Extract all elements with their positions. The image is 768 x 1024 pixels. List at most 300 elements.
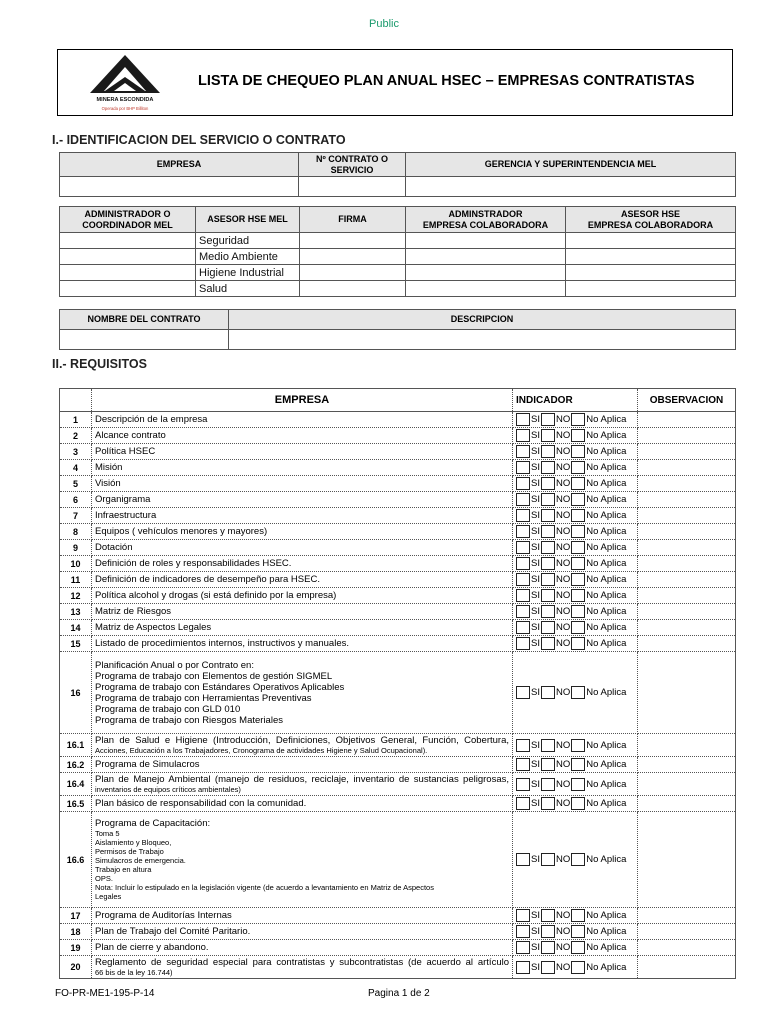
requirement-description: [92, 908, 513, 924]
no-label: NO: [555, 462, 571, 473]
requirement-text: Plan de Trabajo del Comité Paritario.: [95, 926, 251, 937]
requirement-number: 20: [60, 956, 92, 979]
observation-field[interactable]: [638, 508, 736, 524]
indicator-options: [513, 734, 638, 757]
na-checkbox[interactable]: [571, 461, 585, 474]
requirement-text: Organigrama: [95, 494, 151, 505]
no-checkbox[interactable]: [541, 589, 555, 602]
empresa-header: EMPRESA: [60, 153, 299, 177]
no-label: NO: [555, 494, 571, 505]
contrato-field[interactable]: [299, 177, 406, 197]
na-label: No Aplica: [586, 798, 627, 809]
requirement-row: [60, 636, 736, 652]
na-checkbox[interactable]: [571, 477, 585, 490]
si-checkbox[interactable]: [516, 429, 530, 442]
requirement-number: 10: [60, 556, 92, 572]
requirement-description: [92, 796, 513, 812]
requirement-description: [92, 924, 513, 940]
si-label: SI: [531, 590, 540, 601]
admin-field[interactable]: [60, 233, 196, 249]
requirement-description: [92, 556, 513, 572]
observation-field[interactable]: [638, 604, 736, 620]
requirement-row: [60, 812, 736, 908]
na-checkbox[interactable]: [571, 493, 585, 506]
na-label: No Aplica: [586, 687, 627, 698]
minera-escondida-logo: [84, 53, 166, 115]
requirement-text: Matriz de Aspectos Legales: [95, 622, 212, 633]
requirement-text: Política HSEC: [95, 446, 156, 457]
requirement-subitem: Permisos de Trabajo: [95, 847, 164, 856]
requirement-number: 18: [60, 924, 92, 940]
requirement-subitem: Trabajo en altura: [95, 865, 152, 874]
firma-field[interactable]: [300, 233, 406, 249]
si-label: SI: [531, 638, 540, 649]
requirement-subitem: Simulacros de emergencia.: [95, 856, 186, 865]
requirement-description: [92, 652, 513, 734]
no-label: NO: [555, 510, 571, 521]
requirement-text: Misión: [95, 462, 123, 473]
no-label: NO: [555, 926, 571, 937]
si-checkbox[interactable]: [516, 541, 530, 554]
observation-field[interactable]: [638, 636, 736, 652]
requirement-description: [92, 588, 513, 604]
si-label: SI: [531, 910, 540, 921]
requirement-row: [60, 588, 736, 604]
na-checkbox[interactable]: [571, 961, 585, 974]
description-field[interactable]: [229, 330, 736, 350]
no-checkbox[interactable]: [541, 461, 555, 474]
requirement-text: Plan básico de responsabilidad con la comunidad.: [95, 798, 307, 809]
section-1-title: I.- IDENTIFICACION DEL SERVICIO O CONTRATO: [52, 133, 346, 147]
contrato-header: Nº CONTRATO O SERVICIO: [299, 153, 406, 177]
na-checkbox[interactable]: [571, 573, 585, 586]
requirement-description: [92, 757, 513, 773]
requirement-row: [60, 556, 736, 572]
no-checkbox[interactable]: [541, 493, 555, 506]
si-checkbox[interactable]: [516, 589, 530, 602]
observation-field[interactable]: [638, 556, 736, 572]
form-code: FO-PR-ME1-195-P-14: [55, 988, 155, 999]
requirement-line: Programa de trabajo con Herramientas Preventivas: [95, 692, 312, 704]
area-label: Medio Ambiente: [196, 249, 300, 265]
admin-field[interactable]: [60, 265, 196, 281]
na-label: No Aplica: [586, 910, 627, 921]
gerencia-field[interactable]: [406, 177, 736, 197]
indicator-options: [513, 508, 638, 524]
na-checkbox[interactable]: [571, 797, 585, 810]
requirement-text: Programa de Capacitación:: [95, 818, 211, 829]
asesor-empresa-field[interactable]: [566, 265, 736, 281]
na-label: No Aplica: [586, 942, 627, 953]
firma-field[interactable]: [300, 249, 406, 265]
no-checkbox[interactable]: [541, 541, 555, 554]
si-checkbox[interactable]: [516, 637, 530, 650]
requirement-description: [92, 412, 513, 428]
si-checkbox[interactable]: [516, 909, 530, 922]
requirement-number: 19: [60, 940, 92, 956]
na-label: No Aplica: [586, 446, 627, 457]
requirement-text: Definición de indicadores de desempeño para HSEC.: [95, 574, 320, 585]
requirement-number: 11: [60, 572, 92, 588]
requirement-text: Visión: [95, 478, 121, 489]
no-checkbox[interactable]: [541, 557, 555, 570]
administrators-table: [59, 206, 736, 297]
si-checkbox[interactable]: [516, 621, 530, 634]
na-checkbox[interactable]: [571, 429, 585, 442]
no-checkbox[interactable]: [541, 853, 555, 866]
si-label: SI: [531, 854, 540, 865]
no-checkbox[interactable]: [541, 413, 555, 426]
contract-name-header: NOMBRE DEL CONTRATO: [60, 310, 229, 330]
observation-field[interactable]: [638, 588, 736, 604]
indicator-options: [513, 556, 638, 572]
requirement-number: 2: [60, 428, 92, 444]
si-label: SI: [531, 414, 540, 425]
no-label: NO: [555, 942, 571, 953]
na-label: No Aplica: [586, 606, 627, 617]
no-checkbox[interactable]: [541, 637, 555, 650]
requirement-row: [60, 540, 736, 556]
no-checkbox[interactable]: [541, 778, 555, 791]
admin-empresa-field[interactable]: [406, 281, 566, 297]
requirement-text: Programa de Simulacros: [95, 759, 200, 770]
no-checkbox[interactable]: [541, 961, 555, 974]
observation-field[interactable]: [638, 796, 736, 812]
observation-field[interactable]: [638, 460, 736, 476]
requirement-text: Descripción de la empresa: [95, 414, 208, 425]
requirement-subitem: Toma 5: [95, 829, 120, 838]
observation-field[interactable]: [638, 652, 736, 734]
requirement-number: 16: [60, 652, 92, 734]
no-checkbox[interactable]: [541, 739, 555, 752]
si-label: SI: [531, 778, 540, 790]
logo-company-name: MINERA ESCONDIDA: [96, 97, 154, 103]
na-checkbox[interactable]: [571, 557, 585, 570]
na-checkbox[interactable]: [571, 909, 585, 922]
requirement-description: [92, 620, 513, 636]
requirement-number: 16.6: [60, 812, 92, 908]
firma-header: FIRMA: [300, 207, 406, 233]
no-label: NO: [555, 638, 571, 649]
na-checkbox[interactable]: [571, 445, 585, 458]
observation-field[interactable]: [638, 812, 736, 908]
requirement-description: [92, 460, 513, 476]
na-checkbox[interactable]: [571, 413, 585, 426]
firma-field[interactable]: [300, 281, 406, 297]
indicator-options: [513, 940, 638, 956]
requirement-subitem: Legales: [95, 892, 122, 901]
si-label: SI: [531, 942, 540, 953]
na-checkbox[interactable]: [571, 941, 585, 954]
requirement-description: [92, 636, 513, 652]
requirement-line: Programa de trabajo con Riesgos Materiales: [95, 714, 283, 726]
asesor-empresa-field[interactable]: [566, 233, 736, 249]
si-checkbox[interactable]: [516, 778, 530, 791]
si-checkbox[interactable]: [516, 413, 530, 426]
requirement-text: Política alcohol y drogas (si está definido por la empresa): [95, 590, 337, 601]
indicator-options: [513, 956, 638, 979]
indicator-options: [513, 773, 638, 796]
si-label: SI: [531, 798, 540, 809]
requirement-row: [60, 796, 736, 812]
requirement-number: 6: [60, 492, 92, 508]
indicator-options: [513, 796, 638, 812]
no-checkbox[interactable]: [541, 605, 555, 618]
si-label: SI: [531, 462, 540, 473]
si-checkbox[interactable]: [516, 477, 530, 490]
page-number: Pagina 1 de 2: [368, 988, 430, 999]
requirement-row: [60, 908, 736, 924]
na-label: No Aplica: [586, 414, 627, 425]
si-checkbox[interactable]: [516, 758, 530, 771]
requirement-description: [92, 508, 513, 524]
observation-field[interactable]: [638, 572, 736, 588]
requirement-number: 5: [60, 476, 92, 492]
observation-field[interactable]: [638, 412, 736, 428]
na-label: No Aplica: [586, 462, 627, 473]
requirement-description: [92, 940, 513, 956]
observation-field[interactable]: [638, 620, 736, 636]
requirement-row: [60, 412, 736, 428]
observation-field[interactable]: [638, 540, 736, 556]
si-label: SI: [531, 739, 540, 751]
no-label: NO: [555, 961, 571, 973]
requirement-text: Plan de Salud e Higiene (Introducción, Definiciones, Objetivos General, Función, Cobertura,: [95, 735, 509, 746]
requirement-text: Plan de cierre y abandono.: [95, 942, 209, 953]
requirement-number: 16.2: [60, 757, 92, 773]
requirement-number: 12: [60, 588, 92, 604]
admin-empresa-field[interactable]: [406, 265, 566, 281]
asesor-header: ASESOR HSE MEL: [196, 207, 300, 233]
indicator-options: [513, 757, 638, 773]
requirement-subitem: Aislamiento y Bloqueo,: [95, 838, 172, 847]
indicator-options: [513, 636, 638, 652]
no-checkbox[interactable]: [541, 909, 555, 922]
indicator-options: [513, 428, 638, 444]
requirement-row: [60, 508, 736, 524]
admin-empresa-field[interactable]: [406, 233, 566, 249]
requirement-number: 13: [60, 604, 92, 620]
si-label: SI: [531, 526, 540, 537]
si-checkbox[interactable]: [516, 739, 530, 752]
na-checkbox[interactable]: [571, 621, 585, 634]
indicador-column-header: INDICADOR: [513, 389, 638, 412]
si-checkbox[interactable]: [516, 961, 530, 974]
admin-empresa-header: ADMINSTRADOR EMPRESA COLABORADORA: [406, 207, 566, 233]
observacion-column-header: OBSERVACION: [638, 389, 736, 412]
si-label: SI: [531, 510, 540, 521]
na-checkbox[interactable]: [571, 686, 585, 699]
no-label: NO: [555, 414, 571, 425]
indicator-options: [513, 460, 638, 476]
indicator-options: [513, 444, 638, 460]
na-label: No Aplica: [586, 778, 627, 790]
admin-field[interactable]: [60, 281, 196, 297]
si-label: SI: [531, 687, 540, 698]
observation-field[interactable]: [638, 524, 736, 540]
na-checkbox[interactable]: [571, 589, 585, 602]
no-checkbox[interactable]: [541, 758, 555, 771]
no-label: NO: [555, 558, 571, 569]
requirement-description: [92, 604, 513, 620]
si-label: SI: [531, 430, 540, 441]
si-checkbox[interactable]: [516, 509, 530, 522]
no-label: NO: [555, 526, 571, 537]
indicator-options: [513, 812, 638, 908]
si-checkbox[interactable]: [516, 461, 530, 474]
si-checkbox[interactable]: [516, 445, 530, 458]
requirement-description: [92, 524, 513, 540]
requirement-row: [60, 428, 736, 444]
no-checkbox[interactable]: [541, 573, 555, 586]
requirement-description: [92, 476, 513, 492]
requirement-line: Planificación Anual o por Contrato en:: [95, 659, 254, 671]
no-label: NO: [555, 430, 571, 441]
na-label: No Aplica: [586, 739, 627, 751]
no-label: NO: [555, 759, 571, 770]
indicator-options: [513, 524, 638, 540]
no-label: NO: [555, 687, 571, 698]
observation-field[interactable]: [638, 734, 736, 757]
si-checkbox[interactable]: [516, 853, 530, 866]
service-identification-table: [59, 152, 736, 197]
no-checkbox[interactable]: [541, 477, 555, 490]
observation-field[interactable]: [638, 773, 736, 796]
no-checkbox[interactable]: [541, 797, 555, 810]
requirement-text: Infraestructura: [95, 510, 157, 521]
na-label: No Aplica: [586, 526, 627, 537]
na-label: No Aplica: [586, 494, 627, 505]
admin-empresa-field[interactable]: [406, 249, 566, 265]
no-label: NO: [555, 574, 571, 585]
no-label: NO: [555, 778, 571, 790]
na-checkbox[interactable]: [571, 541, 585, 554]
no-label: NO: [555, 910, 571, 921]
si-checkbox[interactable]: [516, 573, 530, 586]
requirement-row: [60, 572, 736, 588]
na-checkbox[interactable]: [571, 509, 585, 522]
requirement-text: Equipos ( vehículos menores y mayores): [95, 526, 268, 537]
requirement-row: [60, 652, 736, 734]
observation-field[interactable]: [638, 492, 736, 508]
no-checkbox[interactable]: [541, 429, 555, 442]
indicator-options: [513, 620, 638, 636]
requirement-number: 8: [60, 524, 92, 540]
asesor-empresa-field[interactable]: [566, 249, 736, 265]
requirement-number: 9: [60, 540, 92, 556]
si-checkbox[interactable]: [516, 557, 530, 570]
na-checkbox[interactable]: [571, 758, 585, 771]
observation-field[interactable]: [638, 757, 736, 773]
observation-field[interactable]: [638, 924, 736, 940]
na-checkbox[interactable]: [571, 605, 585, 618]
no-checkbox[interactable]: [541, 621, 555, 634]
classification-label: Public: [369, 18, 399, 30]
na-checkbox[interactable]: [571, 739, 585, 752]
observation-field[interactable]: [638, 956, 736, 979]
si-checkbox[interactable]: [516, 925, 530, 938]
si-label: SI: [531, 494, 540, 505]
no-checkbox[interactable]: [541, 525, 555, 538]
requirement-text: Programa de Auditorías Internas: [95, 910, 232, 921]
na-checkbox[interactable]: [571, 925, 585, 938]
requirement-row: [60, 924, 736, 940]
si-label: SI: [531, 542, 540, 553]
requirement-line: Programa de trabajo con Elementos de gestión SIGMEL: [95, 670, 333, 682]
requirement-subitem: OPS.: [95, 874, 113, 883]
no-checkbox[interactable]: [541, 445, 555, 458]
mountain-logo-icon: [84, 53, 166, 97]
no-checkbox[interactable]: [541, 941, 555, 954]
si-checkbox[interactable]: [516, 797, 530, 810]
requirement-text-cont: inventarios de equipos críticos ambientales): [95, 785, 241, 794]
observation-field[interactable]: [638, 908, 736, 924]
observation-field[interactable]: [638, 940, 736, 956]
indicator-options: [513, 476, 638, 492]
na-checkbox[interactable]: [571, 637, 585, 650]
si-checkbox[interactable]: [516, 605, 530, 618]
requirement-row: [60, 773, 736, 796]
si-checkbox[interactable]: [516, 941, 530, 954]
si-label: SI: [531, 622, 540, 633]
si-checkbox[interactable]: [516, 525, 530, 538]
requirement-description: [92, 540, 513, 556]
requirement-text: Alcance contrato: [95, 430, 166, 441]
no-checkbox[interactable]: [541, 686, 555, 699]
no-label: NO: [555, 542, 571, 553]
contract-name-field[interactable]: [60, 330, 229, 350]
na-checkbox[interactable]: [571, 778, 585, 791]
requirement-description: [92, 444, 513, 460]
requirement-line: Programa de trabajo con GLD 010: [95, 703, 241, 715]
requirement-line: Programa de trabajo con Estándares Operativos Aplicables: [95, 681, 345, 693]
si-checkbox[interactable]: [516, 493, 530, 506]
indicator-options: [513, 652, 638, 734]
si-checkbox[interactable]: [516, 686, 530, 699]
empresa-column-header: EMPRESA: [92, 389, 513, 412]
no-checkbox[interactable]: [541, 925, 555, 938]
observation-field[interactable]: [638, 444, 736, 460]
no-label: NO: [555, 478, 571, 489]
requirement-description: [92, 492, 513, 508]
na-label: No Aplica: [586, 926, 627, 937]
si-label: SI: [531, 558, 540, 569]
no-label: NO: [555, 606, 571, 617]
requirement-number: 15: [60, 636, 92, 652]
asesor-empresa-header: ASESOR HSE EMPRESA COLABORADORA: [566, 207, 736, 233]
na-checkbox[interactable]: [571, 853, 585, 866]
asesor-empresa-field[interactable]: [566, 281, 736, 297]
firma-field[interactable]: [300, 265, 406, 281]
requirement-description: [92, 812, 513, 908]
observation-field[interactable]: [638, 428, 736, 444]
gerencia-header: GERENCIA Y SUPERINTENDENCIA MEL: [406, 153, 736, 177]
no-checkbox[interactable]: [541, 509, 555, 522]
empresa-field[interactable]: [60, 177, 299, 197]
area-label: Higiene Industrial: [196, 265, 300, 281]
no-label: NO: [555, 446, 571, 457]
observation-field[interactable]: [638, 476, 736, 492]
admin-field[interactable]: [60, 249, 196, 265]
na-label: No Aplica: [586, 574, 627, 585]
na-checkbox[interactable]: [571, 525, 585, 538]
si-label: SI: [531, 478, 540, 489]
si-label: SI: [531, 446, 540, 457]
section-2-title: II.- REQUISITOS: [52, 357, 147, 371]
requirement-text: Listado de procedimientos internos, instructivos y manuales.: [95, 638, 349, 649]
requirement-text: Definición de roles y responsabilidades HSEC.: [95, 558, 292, 569]
no-label: NO: [555, 798, 571, 809]
